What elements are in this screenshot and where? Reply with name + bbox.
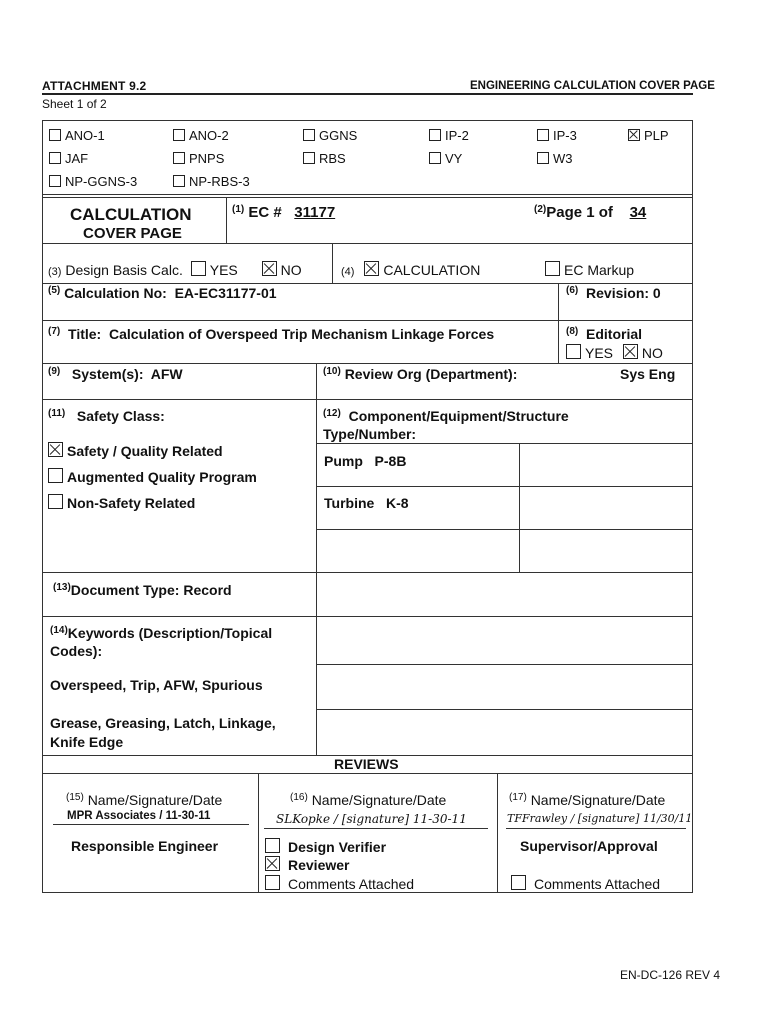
checkbox[interactable] xyxy=(429,152,441,164)
site-ip3[interactable]: IP-3 xyxy=(537,128,577,143)
rule-comp-header xyxy=(316,443,693,444)
form-id: EN-DC-126 REV 4 xyxy=(620,968,721,982)
checkbox[interactable] xyxy=(173,175,185,187)
augmented-quality-checkbox[interactable] xyxy=(48,468,63,483)
rule-kw-2 xyxy=(316,709,693,710)
reviewer-option[interactable]: Reviewer xyxy=(265,856,349,873)
design-basis-no-checkbox[interactable] xyxy=(262,261,277,276)
keywords-label: $^{(14)}$Keywords (Description/Topical xyxy=(50,625,273,641)
comments-attached-16-checkbox[interactable] xyxy=(265,875,280,890)
editorial-options: YES NO xyxy=(566,344,663,361)
component-label-2: Type/Number: xyxy=(323,426,417,442)
rule-kw-1 xyxy=(316,664,693,665)
rule-calcno-bottom xyxy=(42,320,693,321)
review-15-entry: MPR Associates / 11-30-11 xyxy=(67,810,211,822)
site-plp[interactable]: PLP xyxy=(628,128,669,143)
keywords-line-1: Overspeed, Trip, AFW, Spurious xyxy=(50,677,263,693)
comments-attached-17-checkbox[interactable] xyxy=(511,875,526,890)
calculation-title-field: $^{(7)}$ Title: Calculation of Overspeed Trip Mechanism Linkage Forces xyxy=(48,326,495,342)
sheet-indicator: Sheet 1 of 2 xyxy=(42,97,107,111)
site-ano1[interactable]: ANO-1 xyxy=(49,128,105,143)
site-np-ggns3[interactable]: NP-GGNS-3 xyxy=(49,174,137,189)
rule-system-bottom xyxy=(42,399,693,400)
rule-sites-bottom xyxy=(42,194,693,195)
rule-cover-bottom xyxy=(42,243,693,244)
ec-value: 31177 xyxy=(294,204,336,221)
page-count: $^{(2)}$Page 1 of 34 xyxy=(534,204,647,221)
review-16-label: $^{(16)}$ Name/Signature/Date xyxy=(290,792,447,808)
rule-db-divider xyxy=(332,243,333,283)
checkbox[interactable] xyxy=(537,129,549,141)
rule-doctype-bottom xyxy=(42,616,693,617)
checkbox[interactable] xyxy=(49,152,61,164)
header-rule xyxy=(42,93,693,95)
site-vy[interactable]: VY xyxy=(429,151,462,166)
checkbox[interactable] xyxy=(49,129,61,141)
cover-page-title: COVER PAGE xyxy=(83,225,182,242)
form-title: ENGINEERING CALCULATION COVER PAGE xyxy=(470,80,715,92)
safety-class-label: $^{(11)}$ Safety Class: xyxy=(48,408,165,424)
keywords-label-2: Codes): xyxy=(50,643,103,659)
calculation-number: $^{(5)}$ Calculation No: EA-EC31177-01 xyxy=(48,285,277,301)
systems-field: $^{(9)}$ System(s): AFW xyxy=(48,366,183,382)
editorial-label: $^{(8)}$ Editorial xyxy=(566,326,643,342)
editorial-no-checkbox[interactable] xyxy=(623,344,638,359)
design-basis-yes-checkbox[interactable] xyxy=(191,261,206,276)
non-safety-option[interactable]: Non-Safety Related xyxy=(48,494,195,511)
signature-line-16 xyxy=(264,828,488,829)
rule-mid-divider xyxy=(316,363,317,755)
review-17-signature: TFFrawley / [signature] 11/30/11 xyxy=(507,812,693,825)
rule-review-col1 xyxy=(258,773,259,893)
design-verifier-checkbox[interactable] xyxy=(265,838,280,853)
calculation-type-row: (4) CALCULATION xyxy=(341,262,481,278)
rule-safety-bottom xyxy=(42,572,693,573)
rule-comp-col xyxy=(519,443,520,572)
document-type: $^{(13)}$Document Type: Record xyxy=(53,582,232,598)
keywords-line-2: Grease, Greasing, Latch, Linkage, xyxy=(50,715,276,731)
site-np-rbs3[interactable]: NP-RBS-3 xyxy=(173,174,250,189)
checkbox[interactable] xyxy=(49,175,61,187)
calculation-title: CALCULATION xyxy=(70,205,192,224)
comments-attached-17-option[interactable]: Comments Attached xyxy=(511,875,660,892)
safety-quality-option[interactable]: Safety / Quality Related xyxy=(48,442,223,459)
revision: $^{(6)}$ Revision: 0 xyxy=(566,285,661,301)
site-pnps[interactable]: PNPS xyxy=(173,151,224,166)
ec-markup-row: EC Markup xyxy=(545,261,634,278)
review-16-signature: SLKopke / [signature] 11-30-11 xyxy=(276,812,467,826)
site-ip2[interactable]: IP-2 xyxy=(429,128,469,143)
rule-designbasis-bottom xyxy=(42,283,693,284)
checkbox[interactable] xyxy=(429,129,441,141)
checkbox[interactable] xyxy=(173,129,185,141)
review-15-label: $^{(15)}$ Name/Signature/Date xyxy=(66,792,223,808)
component-item-turbine: Turbine K-8 xyxy=(324,495,409,511)
signature-line-17 xyxy=(506,828,686,829)
component-item-pump: Pump P-8B xyxy=(324,453,407,469)
rule-review-col2 xyxy=(497,773,498,893)
ec-markup-checkbox[interactable] xyxy=(545,261,560,276)
attachment-label: ATTACHMENT 9.2 xyxy=(42,79,147,93)
signature-line-15 xyxy=(53,824,249,825)
editorial-yes-checkbox[interactable] xyxy=(566,344,581,359)
calculation-checkbox[interactable] xyxy=(364,261,379,276)
checkbox[interactable] xyxy=(173,152,185,164)
ec-number: $^{(1)}$ EC # 31177 xyxy=(232,204,336,221)
safety-quality-checkbox[interactable] xyxy=(48,442,63,457)
review-org-field: $^{(10)}$ Review Org (Department): xyxy=(323,366,518,382)
checkbox[interactable] xyxy=(303,152,315,164)
rule-comp-2 xyxy=(316,529,693,530)
component-label: $^{(12)}$ Component/Equipment/Structure xyxy=(323,408,569,424)
site-rbs[interactable]: RBS xyxy=(303,151,346,166)
site-w3[interactable]: W3 xyxy=(537,151,573,166)
checkbox-checked[interactable] xyxy=(628,129,640,141)
rule-rev-divider xyxy=(558,283,559,363)
reviewer-checkbox[interactable] xyxy=(265,856,280,871)
supervisor-approval-role: Supervisor/Approval xyxy=(520,838,658,854)
rule-title-bottom xyxy=(42,363,693,364)
comments-attached-16-option[interactable]: Comments Attached xyxy=(265,875,414,892)
rule-cover-divider xyxy=(226,197,227,243)
rule-sites-bottom-double xyxy=(42,197,693,198)
site-jaf[interactable]: JAF xyxy=(49,151,88,166)
augmented-quality-option[interactable]: Augmented Quality Program xyxy=(48,468,257,485)
review-org-value: Sys Eng xyxy=(620,366,676,382)
rule-reviews-header-bottom xyxy=(42,773,693,774)
rule-comp-1 xyxy=(316,486,693,487)
design-verifier-option[interactable]: Design Verifier xyxy=(265,838,386,855)
non-safety-checkbox[interactable] xyxy=(48,494,63,509)
site-ggns[interactable]: GGNS xyxy=(303,128,357,143)
review-17-label: $^{(17)}$ Name/Signature/Date xyxy=(509,792,666,808)
design-basis-row: (3) Design Basis Calc. YES NO xyxy=(48,262,302,278)
responsible-engineer-role: Responsible Engineer xyxy=(71,838,219,854)
keywords-line-3: Knife Edge xyxy=(50,734,124,750)
site-ano2[interactable]: ANO-2 xyxy=(173,128,229,143)
reviews-heading: REVIEWS xyxy=(334,756,399,772)
checkbox[interactable] xyxy=(537,152,549,164)
checkbox[interactable] xyxy=(303,129,315,141)
